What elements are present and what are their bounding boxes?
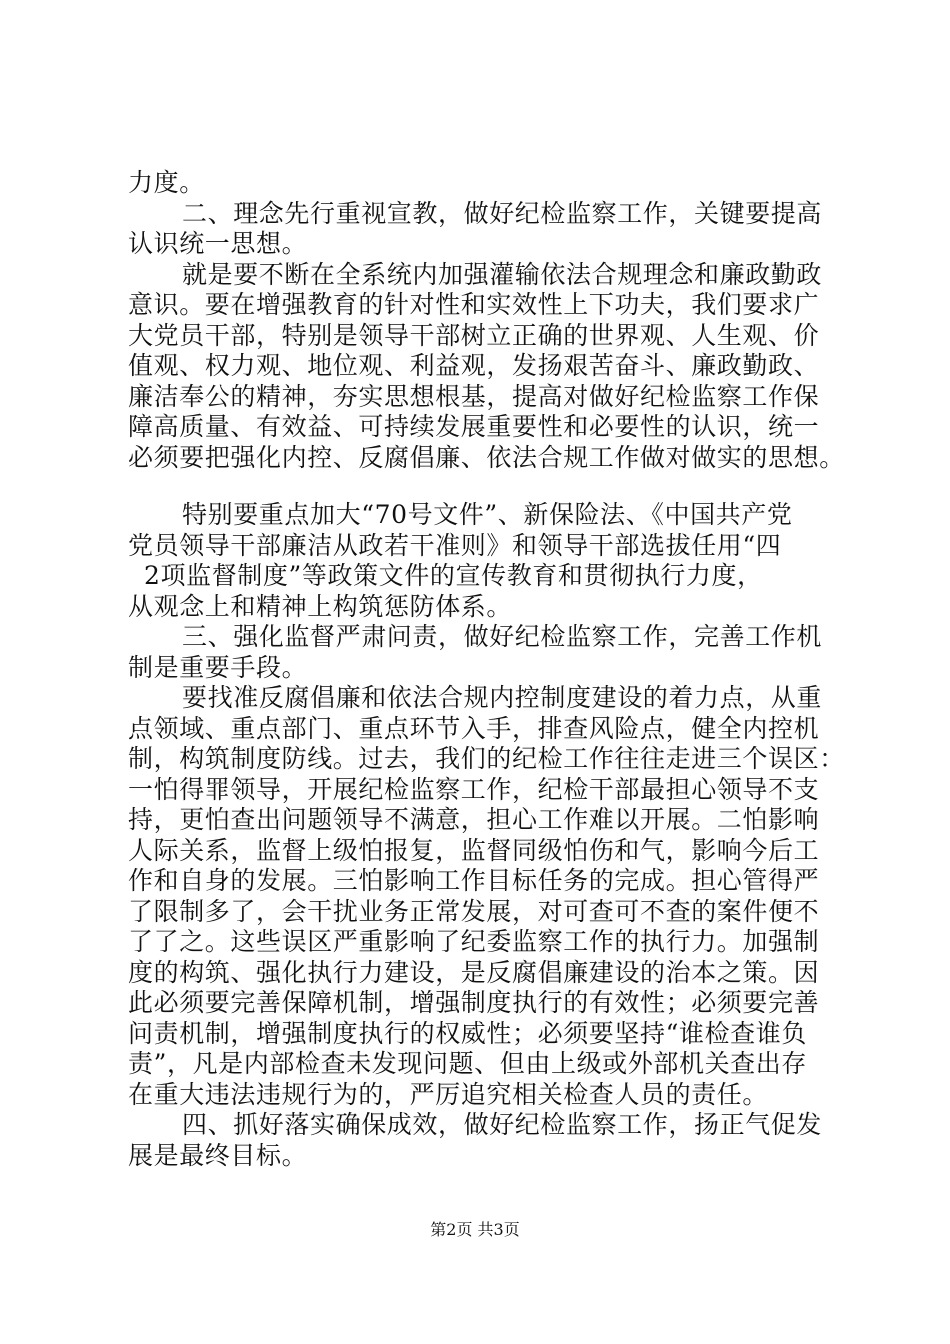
paragraph-start: 就是要不断在全系统内加强灌输依法合规理念和廉政勤政 [182,259,823,289]
page-number-footer: 第2页 共3页 [430,1220,520,1239]
text-line: 了了之。这些误区严重影响了纪委监察工作的执行力。加强制 [128,927,820,956]
text-line: 意识。要在增强教育的针对性和实效性上下功夫，我们要求广 [128,290,820,319]
section-heading-4: 四、抓好落实确保成效，做好纪检监察工作，扬正气促发 [182,1110,823,1139]
text-line: 责”，凡是内部检查未发现问题、但由上级或外部机关查出存 [128,1049,807,1078]
text-line: 党员领导干部廉洁从政若干准则》和领导干部选拔任用“四 [128,530,782,560]
text-line: 廉洁奉公的精神，夯实思想根基，提高对做好纪检监察工作保 [128,381,820,411]
text-line: 2项监督制度”等政策文件的宣传教育和贯彻执行力度， [144,561,763,590]
paragraph-start: 特别要重点加大“70号文件”、新保险法、《中国共产党 [182,500,793,529]
text-line: 点领域、重点部门、重点环节入手，排查风险点，健全内控机 [128,713,820,743]
text-line: 此必须要完善保障机制，增强制度执行的有效性；必须要完善 [128,988,820,1017]
text-line: 作和自身的发展。三怕影响工作目标任务的完成。担心管得严 [128,866,820,895]
text-line: 从观念上和精神上构筑惩防体系。 [128,591,513,621]
text-line: 了限制多了，会干扰业务正常发展，对可查可不查的案件便不 [128,896,820,926]
section-heading-3: 三、强化监督严肃问责，做好纪检监察工作，完善工作机 [182,622,823,651]
text-line: 认识统一思想。 [128,229,308,258]
text-line: 值观、权力观、地位观、利益观，发扬艰苦奋斗、廉政勤政、 [128,351,820,380]
text-line: 障高质量、有效益、可持续发展重要性和必要性的认识，统一 [128,412,820,441]
text-line: 力度。 [128,168,205,197]
text-line: 大党员干部，特别是领导干部树立正确的世界观、人生观、价 [128,320,820,350]
text-line: 在重大违法违规行为的，严厉追究相关检查人员的责任。 [128,1079,769,1109]
text-line: 制，构筑制度防线。过去，我们的纪检工作往往走进三个误区： [128,744,845,773]
paragraph-start: 要找准反腐倡廉和依法合规内控制度建设的着力点，从重 [182,683,823,712]
text-line: 必须要把强化内控、反腐倡廉、依法合规工作做对做实的思想。 [128,442,845,472]
text-line: 展是最终目标。 [128,1140,308,1170]
text-line: 持，更怕查出问题领导不满意，担心工作难以开展。二怕影响 [128,805,820,834]
paragraph-gap [128,473,848,500]
section-heading-2: 二、理念先行重视宣教，做好纪检监察工作，关键要提高 [182,198,823,228]
text-line: 人际关系，监督上级怕报复，监督同级怕伤和气，影响今后工 [128,835,820,865]
text-line: 一怕得罪领导，开展纪检监察工作，纪检干部最担心领导不支 [128,774,820,804]
document-body [128,168,848,1171]
text-line: 制是重要手段。 [128,652,308,682]
text-line: 问责机制，增强制度执行的权威性；必须要坚持“谁检查谁负 [128,1018,807,1048]
text-line: 度的构筑、强化执行力建设，是反腐倡廉建设的治本之策。因 [128,957,820,987]
